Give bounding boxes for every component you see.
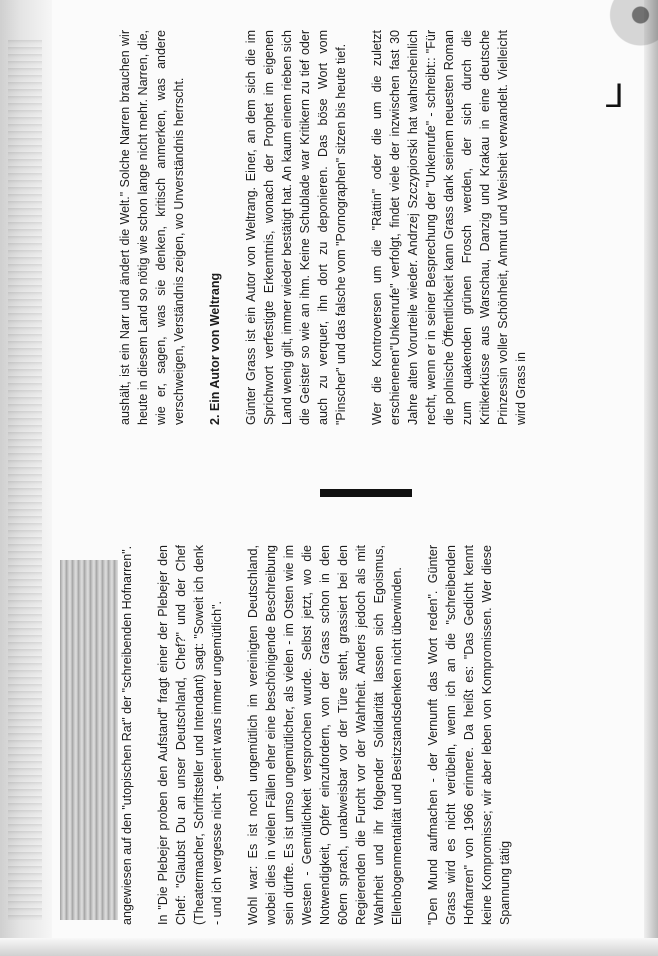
text-column-right bbox=[116, 30, 636, 425]
paragraph: In "Die Plebejer proben den Aufstand" fragt einer der Plebejer den Chef: "Glaubst Du an unser Deutschland, Chef?" und der Chef (Theatermacher, Schriftsteller und Intendant) sagt: "Soweit ich denk - und ich vergesse nicht - geeint wars immer ungemütlich". bbox=[156, 545, 224, 925]
paragraph: Günter Grass ist ein Autor von Weltrang. Einer, an dem sich die im Sprichwort verfestigte Erkenntnis, wonach der Prophet im eigenen Land wenig gilt, immer wieder bestätigt hat. An kaum einem rieben sich die Geister so wie an ihm. Keine Schublade war Kritikern zu tief oder auch zu verquer, ihn dort zu deponieren. Das böse Wort vom "Pinscher" und das falsche vom "Pornographen" sitzen bis heute tief. bbox=[244, 30, 348, 425]
staple-mark-icon: ⅃ bbox=[606, 78, 624, 114]
binding-shadow bbox=[60, 560, 118, 920]
paragraph: "Den Mund aufmachen - der Vernunft das Wort reden". Günter Grass wird es nicht verübeln, wenn ich an die "schreibenden Hofnarren" von 1966 erinnere. Da heißt es: "Das Gedicht kennt keine Kompromisse; wir aber leben von Kompromissen. Wer diese Spannung tätig bbox=[426, 545, 512, 925]
paragraph: angewiesen auf den "utopischen Rat" der "schreibenden Hofnarren". bbox=[120, 545, 134, 925]
scan-shadow-right bbox=[644, 0, 658, 956]
section-heading: 2. Ein Autor von Weltrang bbox=[208, 272, 222, 425]
paragraph: Wohl war: Es ist noch ungemütlich im vereinigten Deutschland, wobei dies in vielen Fällen eher eine beschönigende Beschreibung sein dürfte. Es ist umso ungemütlicher, als vielen - im Osten wie im Westen - Gemütlichkeit versprochen wurde. Selbst jetzt, wo die Notwendigkeit, Opfer einzufordern, von der Grass schon in den 60ern sprach, unabweisbar vor der Türe steht, grassiert bei den Regierenden die Furcht vor der Wahrheit. Anders jedoch als mit Wahrheit und ihr folgender Solidarität lassen sich Egoismus, Ellenbogenmentalität und Besitzstandsdenken nicht überwinden. bbox=[246, 545, 404, 925]
paragraph: aushält, ist ein Narr und ändert die Welt." Solche Narren brauchen wir heute in diesem Land so nötig wie schon lange nicht mehr. Narren, die, wie er, sagen, was sie denken, kritisch anmerken, was andere verschweigen, Verständnis zeigen, wo Unverständnis herrscht. bbox=[118, 30, 186, 425]
paragraph: Wer die Kontroversen um die "Rättin" oder die um die zuletzt erschienenen"Unkenrufe" verfolgt, findet viele der inzwischen fast 30 Jahre alten Vorurteile wieder. Andrzej Szczypiorski hat wahrscheinlich recht, wenn er in seiner Besprechung der "Unkenrufe" - schreibt:: "Für die polnische Öffentlichkeit kann Grass dank seinem neuesten Roman zum quakenden grünen Frosch werden, der sich durch die Kritikerküsse aus Warschau, Danzig und Krakau in eine deutsche Prinzessin voller Schönheit, Anmut und Weisheit verwandelt. Vielleicht wird Grass in bbox=[370, 30, 528, 425]
scan-noise-left bbox=[8, 40, 42, 920]
center-fold-mark bbox=[320, 489, 412, 497]
scan-shadow-bottom bbox=[0, 938, 658, 956]
text-column-left bbox=[118, 545, 578, 925]
